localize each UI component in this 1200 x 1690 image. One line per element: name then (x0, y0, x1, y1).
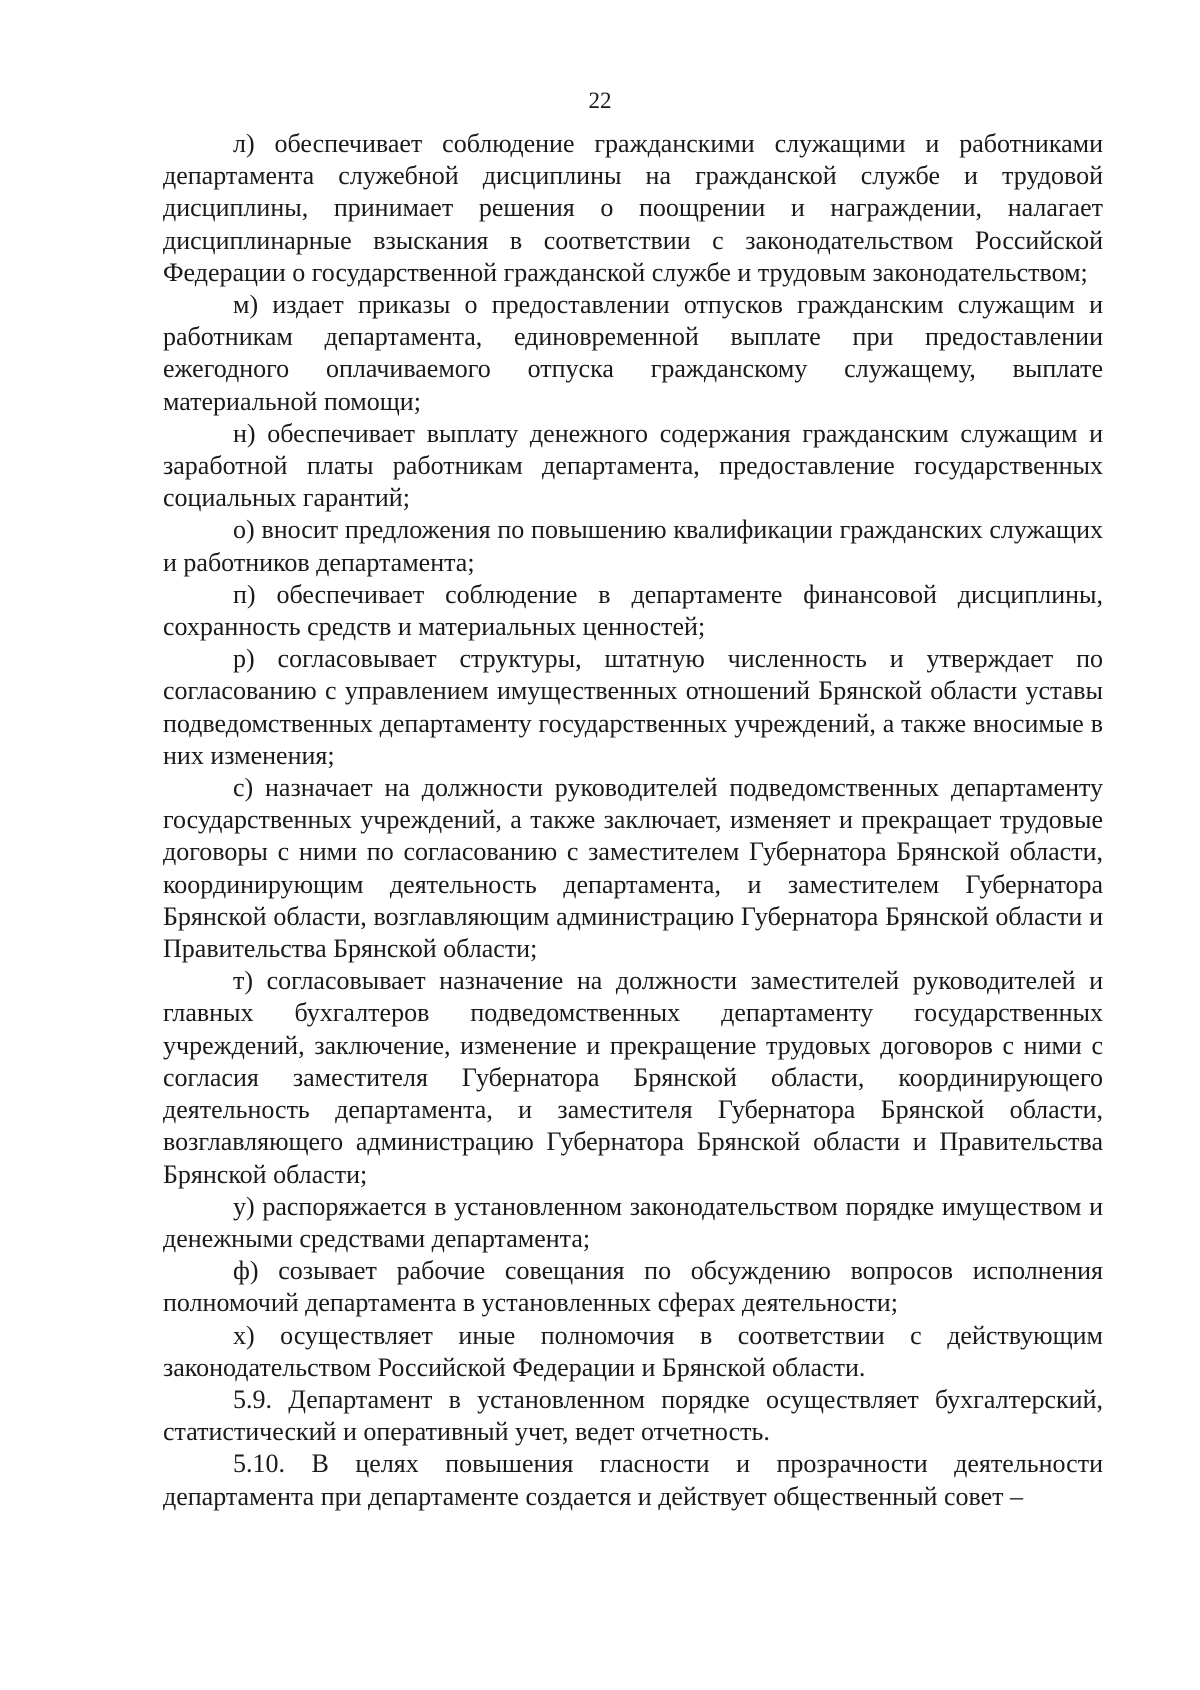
paragraph-5-9: 5.9. Департамент в установленном порядке осуществляет бухгалтерский, статистический и оперативный учет, ведет отчетность. (163, 1384, 1103, 1447)
paragraph-p: п) обеспечивает соблюдение в департаменте финансовой дисциплины, сохранность средств и материальных ценностей; (163, 579, 1103, 642)
page-number: 22 (588, 88, 612, 113)
paragraph-u: у) распоряжается в установленном законодательством порядке имуществом и денежными средствами департамента; (163, 1191, 1103, 1253)
paragraph-5-10: 5.10. В целях повышения гласности и прозрачности деятельности департамента при департаменте создается и действует общественный совет – (163, 1449, 1103, 1511)
paragraph-r: р) согласовывает структуры, штатную численность и утверждает по согласованию с управлением имущественных отношений Брянской области уставы подведомственных департаменту государственных учреждений, а также вносимые в них изменения; (163, 644, 1103, 770)
paragraph-n: н) обеспечивает выплату денежного содержания гражданским служащим и заработной платы работникам департамента, предоставление государственных социальных гарантий; (163, 418, 1103, 513)
paragraph-f: ф) созывает рабочие совещания по обсуждению вопросов исполнения полномочий департамента в установленных сферах деятельности; (163, 1256, 1103, 1318)
paragraph-l: л) обеспечивает соблюдение гражданскими служащими и работниками департамента служебной дисциплины на гражданской службе и трудовой дисциплины, принимает решения о поощрении и награждении, налагает дисциплинарные взыскания в соответствии с законодательством Российской Федерации о государственной гражданской службе и трудовым законодательством; (163, 129, 1103, 287)
paragraph-m: м) издает приказы о предоставлении отпусков гражданским служащим и работникам департамента, единовременной выплате при предоставлении ежегодного оплачиваемого отпуска гражданскому служащему, выплате материальной помощи; (163, 290, 1103, 416)
paragraph-o: о) вносит предложения по повышению квалификации гражданских служащих и работников департамента; (163, 515, 1103, 577)
document-body (163, 128, 1103, 1513)
paragraph-t: т) согласовывает назначение на должности заместителей руководителей и главных бухгалтеров подведомственных департаменту государственных учреждений, заключение, изменение и прекращение трудовых договоров с ними с согласия заместителя Губернатора Брянской области, координирующего деятельность департамента, и заместителя Губернатора Брянской области, возглавляющего администрацию Губернатора Брянской области и Правительства Брянской области; (163, 966, 1103, 1189)
paragraph-h: х) осуществляет иные полномочия в соответствии с действующим законодательством Российской Федерации и Брянской области. (163, 1320, 1103, 1382)
paragraph-s: с) назначает на должности руководителей подведомственных департаменту государственных учреждений, а также заключает, изменяет и прекращает трудовые договоры с ними по согласованию с заместителем Губернатора Брянской области, координирующим деятельность департамента, и заместителем Губернатора Брянской области, возглавляющим администрацию Губернатора Брянской области и Правительства Брянской области; (163, 773, 1103, 964)
